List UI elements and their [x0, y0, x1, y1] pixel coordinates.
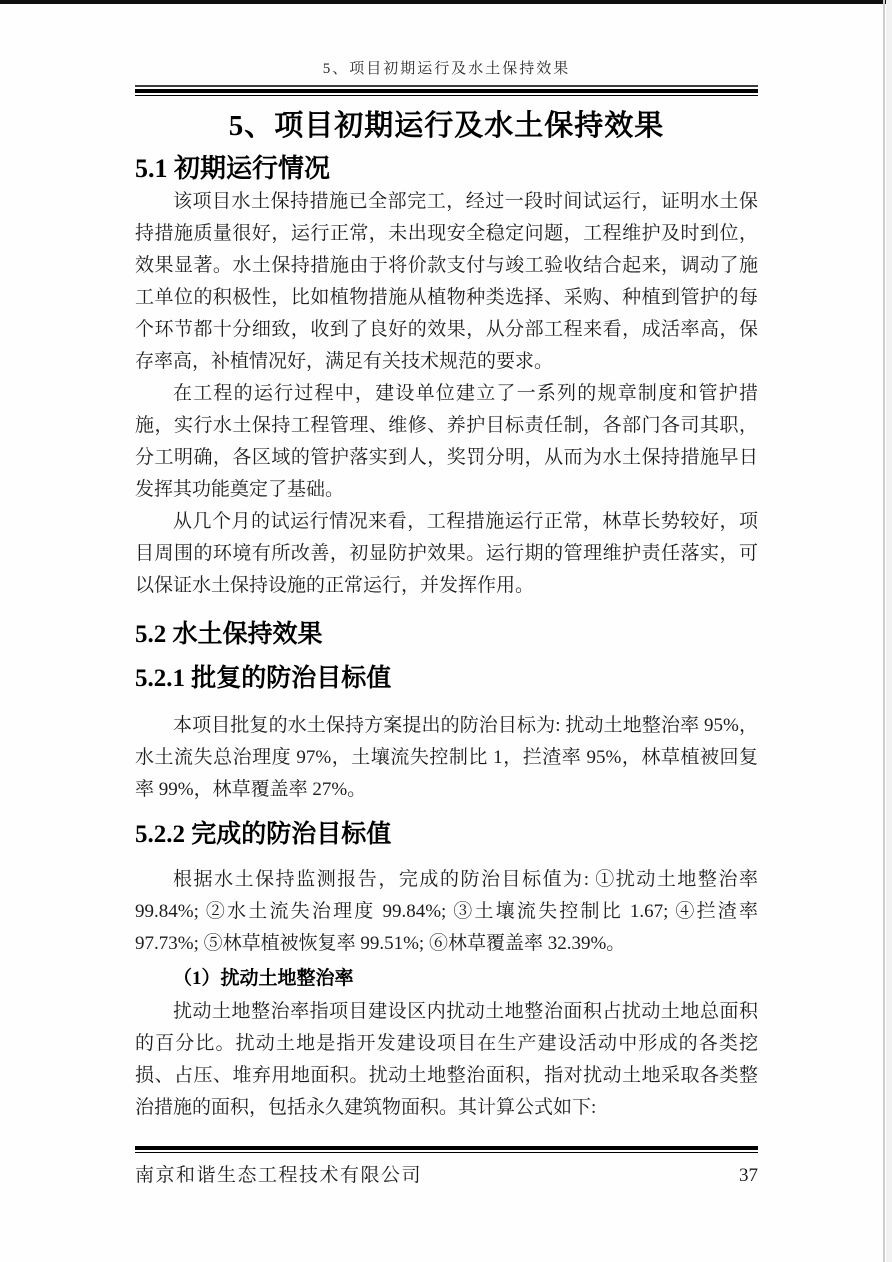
item-heading-1: （1）扰动土地整治率 — [173, 968, 354, 989]
paragraph: 从几个月的试运行情况来看，工程措施运行正常，林草长势较好，项目周围的环境有所改善，初显防护效果。运行期的管理维护责任落实，可以保证水土保持设施的正常运行，并发挥作用。 — [135, 511, 758, 596]
paragraph: 在工程的运行过程中，建设单位建立了一系列的规章制度和管护措施，实行水土保持工程管理、维修、养护目标责任制，各部门各司其职，分工明确，各区域的管护落实到人，奖罚分明，从而为水土保持措施早日发挥其功能奠定了基础。 — [135, 383, 758, 500]
paragraph: 本项目批复的水土保持方案提出的防治目标为: 扰动土地整治率 95%，水土流失总治理度 97%，土壤流失控制比 1，拦渣率 95%，林草植被回复率 99%，林草覆盖率 27%。 — [135, 715, 758, 800]
paragraph: 扰动土地整治率指项目建设区内扰动土地整治面积占扰动土地总面积的百分比。扰动土地是指开发建设项目在生产建设活动中形成的各类挖损、占压、堆弃用地面积。扰动土地整治面积，指对扰动土地采取各类整治措施的面积，包括永久建筑物面积。其计算公式如下: — [135, 1001, 758, 1118]
page-footer — [135, 1146, 758, 1187]
subsection-heading-5-2-1: 5.2.1 批复的防治目标值 — [135, 665, 392, 692]
header-rule — [135, 85, 758, 96]
footer-rule — [135, 1146, 758, 1154]
chapter-title: 5、项目初期运行及水土保持效果 — [228, 110, 665, 142]
running-header: 5、项目初期运行及水土保持效果 — [322, 61, 571, 77]
scan-edge-right-line — [883, 0, 885, 1262]
paragraph: 根据水土保持监测报告，完成的防治目标值为: ①扰动土地整治率 99.84%; ②水土流失治理度 99.84%; ③土壤流失控制比 1.67; ④拦渣率 97.73%; ⑤林草植被恢复率 99.51%; ⑥林草覆盖率 32.39%。 — [135, 869, 758, 954]
page-number: 37 — [739, 1165, 758, 1186]
subsection-heading-5-2-2: 5.2.2 完成的防治目标值 — [135, 821, 392, 848]
page-content — [135, 0, 758, 1124]
scan-edge-right-strip — [886, 0, 892, 1262]
section-heading-5-2: 5.2 水土保持效果 — [135, 621, 323, 648]
paragraph: 该项目水土保持措施已全部完工，经过一段时间试运行，证明水土保持措施质量很好，运行正常，未出现安全稳定问题，工程维护及时到位，效果显著。水土保持措施由于将价款支付与竣工验收结合起来，调动了施工单位的积极性，比如植物措施从植物种类选择、采购、种植到管护的每个环节都十分细致，收到了良好的效果，从分部工程来看，成活率高，保存率高，补植情况好，满足有关技术规范的要求。 — [135, 191, 758, 372]
section-heading-5-1: 5.1 初期运行情况 — [135, 154, 331, 183]
footer-company-name: 南京和谐生态工程技术有限公司 — [135, 1165, 423, 1186]
